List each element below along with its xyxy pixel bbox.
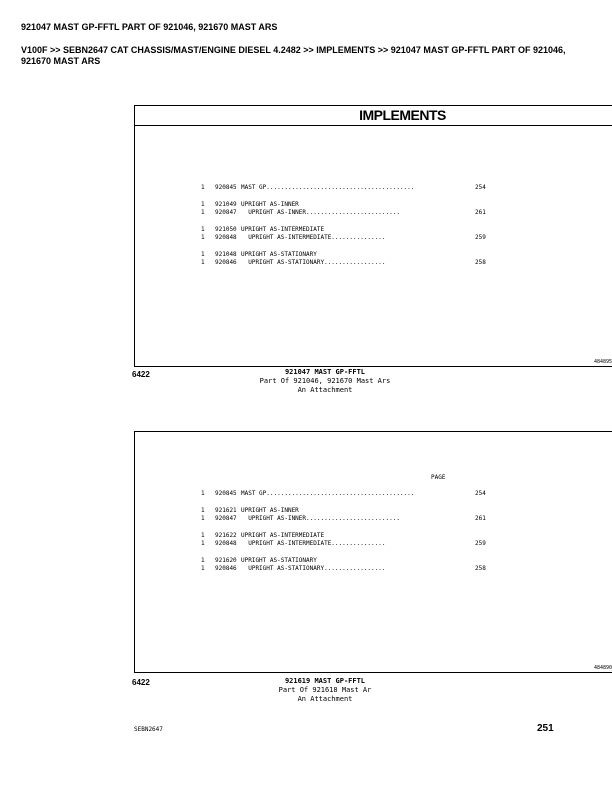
parts-row-desc: UPRIGHT AS-INNER: [241, 201, 299, 208]
parts-row-page: 259: [475, 540, 486, 547]
parts-row-desc: UPRIGHT AS-INNER: [241, 507, 299, 514]
page-title: 921047 MAST GP-FFTL PART OF 921046, 921670 MAST ARS: [21, 22, 278, 32]
parts-row-qty: 1: [201, 532, 205, 539]
parts-row-part: 920848: [215, 234, 237, 241]
caption-subtitle: Part Of 921618 Mast Ar: [278, 686, 372, 694]
parts-row[interactable]: [201, 490, 495, 498]
parts-row-desc: UPRIGHT AS-INTERMEDIATE: [241, 226, 325, 233]
parts-row[interactable]: [201, 226, 495, 234]
caption-block: [240, 368, 410, 395]
parts-row-page: [475, 507, 495, 515]
parts-row-part: 920846: [215, 565, 237, 572]
parts-row-part: 920846: [215, 259, 237, 266]
parts-row[interactable]: [201, 515, 495, 523]
parts-row-page: 261: [475, 515, 486, 522]
parts-row-qty: 1: [201, 234, 205, 241]
parts-row[interactable]: [201, 259, 495, 267]
parts-row-part: 920845: [215, 184, 237, 191]
parts-row-part: 920847: [215, 209, 237, 216]
parts-row-desc: UPRIGHT AS-INNER..........................: [241, 515, 400, 522]
parts-row-part: 921048: [215, 251, 237, 258]
parts-row-desc: UPRIGHT AS-INTERMEDIATE...............: [241, 234, 386, 241]
parts-list: [201, 184, 495, 267]
parts-row-part: 920848: [215, 540, 237, 547]
parts-row-desc: UPRIGHT AS-STATIONARY: [241, 557, 317, 564]
parts-row-desc: UPRIGHT AS-STATIONARY.................: [241, 565, 386, 572]
parts-row[interactable]: [201, 565, 495, 573]
breadcrumb[interactable]: V100F >> SEBN2647 CAT CHASSIS/MAST/ENGINE DIESEL 4.2482 >> IMPLEMENTS >> 921047 MAST GP-FFTL PART OF 921046, 921670 MAST ARS: [21, 45, 566, 66]
parts-row-page: 254: [475, 490, 486, 497]
parts-row-page: 258: [475, 565, 486, 572]
parts-row-part: 920845: [215, 490, 237, 497]
page-column-label: PAGE: [431, 474, 446, 481]
parts-list: [201, 490, 495, 573]
parts-row-qty: 1: [201, 251, 205, 258]
parts-row-qty: 1: [201, 565, 205, 572]
group-spacer: [201, 498, 495, 507]
parts-row-page: 254: [475, 184, 486, 191]
parts-row[interactable]: [201, 540, 495, 548]
parts-row-page: 259: [475, 234, 486, 241]
parts-row-desc: MAST GP.........................................: [241, 490, 415, 497]
parts-row-page: [475, 251, 495, 259]
parts-row-desc: UPRIGHT AS-INNER..........................: [241, 209, 400, 216]
parts-row-part: 921620: [215, 557, 237, 564]
footer-doc-id: SEBN2647: [134, 726, 163, 733]
parts-row-desc: UPRIGHT AS-STATIONARY.................: [241, 259, 386, 266]
parts-row[interactable]: [201, 184, 495, 192]
caption-title: 921047 MAST GP-FFTL: [284, 368, 366, 376]
illustration-id: 484890: [593, 665, 612, 671]
parts-panel-2: [134, 431, 612, 673]
parts-row[interactable]: [201, 557, 495, 565]
parts-row-qty: 1: [201, 557, 205, 564]
parts-row[interactable]: [201, 201, 495, 209]
footer-page-number: 251: [537, 723, 554, 734]
group-spacer: [201, 523, 495, 532]
parts-row[interactable]: [201, 251, 495, 259]
parts-row-qty: 1: [201, 507, 205, 514]
parts-row-qty: 1: [201, 209, 205, 216]
caption-note: An Attachment: [297, 386, 353, 394]
parts-row-desc: UPRIGHT AS-INTERMEDIATE: [241, 532, 325, 539]
caption-subtitle: Part Of 921046, 921670 Mast Ars: [259, 377, 391, 385]
parts-row-part: 920847: [215, 515, 237, 522]
parts-row-part: 921050: [215, 226, 237, 233]
parts-row[interactable]: [201, 234, 495, 242]
group-spacer: [201, 192, 495, 201]
parts-row-page: [475, 557, 495, 565]
parts-row-qty: 1: [201, 515, 205, 522]
parts-row-desc: MAST GP.........................................: [241, 184, 415, 191]
illustration-id: 484895: [593, 359, 612, 365]
parts-row-desc: UPRIGHT AS-INTERMEDIATE...............: [241, 540, 386, 547]
parts-row-qty: 1: [201, 201, 205, 208]
caption-number: 6422: [132, 370, 150, 379]
parts-panel-1: [134, 105, 612, 367]
parts-row-page: 261: [475, 209, 486, 216]
panel-heading: IMPLEMENTS: [135, 106, 612, 126]
parts-row-qty: 1: [201, 490, 205, 497]
parts-row-page: [475, 226, 495, 234]
parts-row-page: [475, 532, 495, 540]
caption-note: An Attachment: [297, 695, 353, 703]
parts-row[interactable]: [201, 507, 495, 515]
parts-row-qty: 1: [201, 540, 205, 547]
parts-row-part: 921049: [215, 201, 237, 208]
parts-row-qty: 1: [201, 184, 205, 191]
parts-row[interactable]: [201, 532, 495, 540]
parts-row-part: 921621: [215, 507, 237, 514]
caption-number: 6422: [132, 678, 150, 687]
parts-row-qty: 1: [201, 226, 205, 233]
parts-row-page: [475, 201, 495, 209]
parts-row[interactable]: [201, 209, 495, 217]
parts-row-desc: UPRIGHT AS-STATIONARY: [241, 251, 317, 258]
group-spacer: [201, 548, 495, 557]
caption-title: 921619 MAST GP-FFTL: [284, 677, 366, 685]
parts-row-part: 921622: [215, 532, 237, 539]
group-spacer: [201, 217, 495, 226]
group-spacer: [201, 242, 495, 251]
caption-block: [240, 677, 410, 704]
parts-row-qty: 1: [201, 259, 205, 266]
parts-row-page: 258: [475, 259, 486, 266]
